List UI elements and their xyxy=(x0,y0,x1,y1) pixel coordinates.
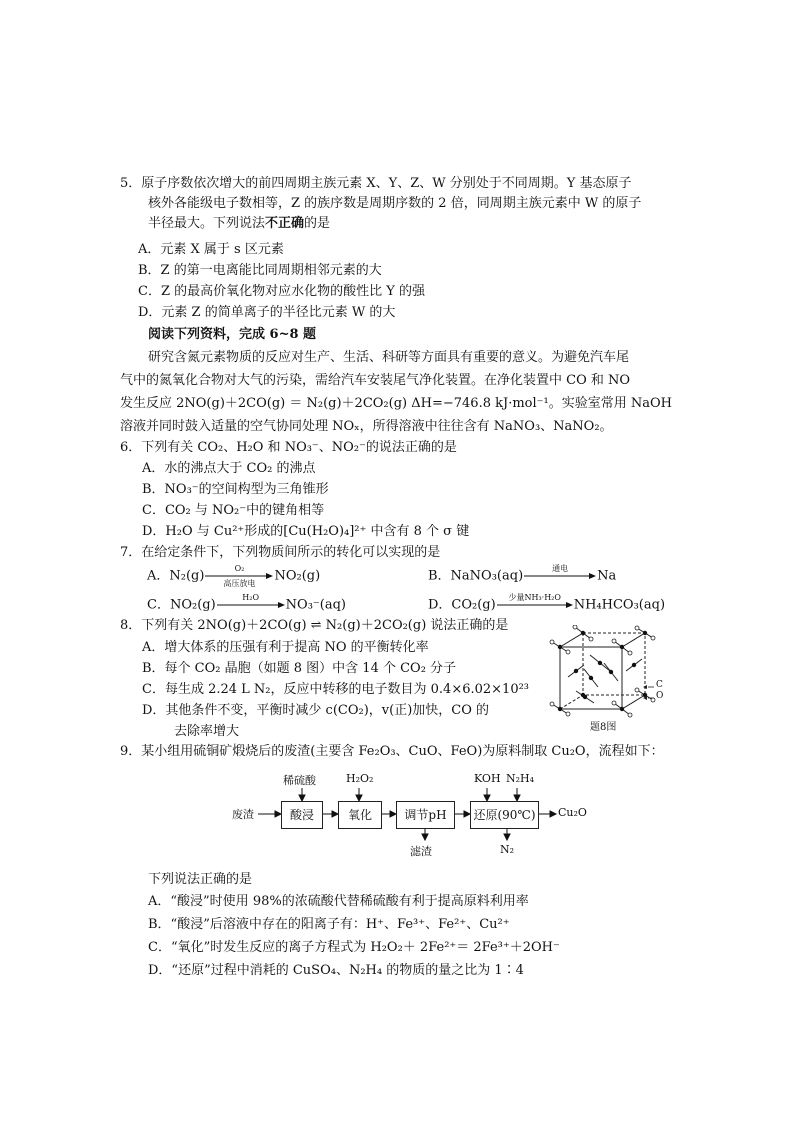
right-arrow-icon xyxy=(216,601,286,609)
q8-option-d-line1[interactable]: D．其他条件不变，平衡时减少 c(CO₂)，v(正)加快，CO 的 xyxy=(142,703,490,718)
q5-option-c[interactable]: C．Z 的最高价氧化物对应水化物的酸性比 Y 的强 xyxy=(138,284,425,299)
flow-output-filter-residue: 滤渣 xyxy=(410,845,432,858)
q7-option-a[interactable] xyxy=(147,566,320,587)
q8-stem: 8．下列有关 2NO(g)＋2CO(g) ⇌ N₂(g)＋2CO₂(g) 说法正确的是 xyxy=(120,618,509,633)
q6-stem: 6．下列有关 CO₂、H₂O 和 NO₃⁻、NO₂⁻的说法正确的是 xyxy=(120,440,457,455)
flow-step-reduction: 还原(90℃) xyxy=(470,801,539,829)
right-arrow-icon xyxy=(523,572,597,580)
q9-option-c[interactable]: C．“氧化”时发生反应的离子方程式为 H₂O₂＋ 2Fe²⁺＝ 2Fe³⁺＋2OH⁻ xyxy=(148,940,560,955)
flow-output-n2: N₂ xyxy=(500,843,515,856)
fig-caption: 题8图 xyxy=(590,722,617,733)
q7-option-b[interactable] xyxy=(428,566,616,587)
q9-option-a[interactable]: A．“酸浸”时使用 98%的浓硫酸代替稀硫酸有利于提高原料利用率 xyxy=(148,894,529,909)
q5-stem-line1: 5．原子序数依次增大的前四周期主族元素 X、Y、Z、W 分别处于不同周期。Y 基态原子 xyxy=(120,176,632,191)
q5-stem-line2: 核外各能级电子数相等，Z 的族序数是周期序数的 2 倍，同周期主族元素中 W 的原子 xyxy=(148,196,642,211)
fig-legend-carbon: C xyxy=(656,680,663,690)
q5-option-b[interactable]: B．Z 的第一电离能比同周期相邻元素的大 xyxy=(138,263,382,278)
q7-a-arrow-bottom: 高压放电 xyxy=(223,579,256,588)
q6-option-a[interactable]: A．水的沸点大于 CO₂ 的沸点 xyxy=(142,461,316,476)
q8-option-a[interactable]: A．增大体系的压强有利于提高 NO 的平衡转化率 xyxy=(142,640,429,655)
q6-option-b[interactable]: B．NO₃⁻的空间构型为三角锥形 xyxy=(142,482,329,497)
q9-option-b[interactable]: B．“酸浸”后溶液中存在的阳离子有：H⁺、Fe³⁺、Fe²⁺、Cu²⁺ xyxy=(148,917,510,932)
reading-para-line4: 溶液并同时鼓入适量的空气协同处理 NOₓ，所得溶液中往往含有 NaNO₃、NaNO₂。 xyxy=(120,419,613,434)
q7-b-arrow-top: 通电 xyxy=(552,564,569,573)
reading-para-line3: 发生反应 2NO(g)＋2CO(g) ＝ N₂(g)＋2CO₂(g) ΔH=−746.8 kJ·mol⁻¹。实验室常用 NaOH xyxy=(120,396,672,411)
q7-a-arrow-top: O₂ xyxy=(234,564,245,573)
q7-option-c[interactable] xyxy=(147,595,346,616)
q8-option-b[interactable]: B．每个 CO₂ 晶胞（如题 8 图）中含 14 个 CO₂ 分子 xyxy=(142,661,457,676)
flow-input-koh: KOH xyxy=(474,772,501,785)
q7-b-product: Na xyxy=(597,568,617,584)
q8-option-d-line2: 去除率增大 xyxy=(174,724,240,739)
q7-option-d[interactable] xyxy=(428,595,665,616)
q7-d-reactant: D．CO₂(g) xyxy=(428,597,496,613)
q7-a-arrow xyxy=(204,566,274,586)
q7-b-reactant: B．NaNO₃(aq) xyxy=(428,568,524,584)
flow-start-waste-residue: 废渣 xyxy=(232,808,254,821)
q7-a-product: NO₂(g) xyxy=(274,568,321,584)
flow-step-oxidation: 氧化 xyxy=(338,801,382,829)
q7-a-reactant: A．N₂(g) xyxy=(147,568,205,584)
q5-option-a[interactable]: A．元素 X 属于 s 区元素 xyxy=(138,242,284,257)
flow-step-acid-leach: 酸浸 xyxy=(281,801,323,829)
q5-stem-end: 的是 xyxy=(304,216,331,231)
q8-option-c[interactable]: C．每生成 2.24 L N₂，反应中转移的电子数目为 0.4×6.02×10²³ xyxy=(142,682,530,697)
q7-d-arrow-top: 少量NH₃·H₂O xyxy=(508,593,561,602)
q6-option-d[interactable]: D．H₂O 与 Cu²⁺形成的[Cu(H₂O)₄]²⁺ 中含有 8 个 σ 键 xyxy=(142,524,470,539)
flow-end-product: Cu₂O xyxy=(558,806,587,819)
flow-input-h2o2: H₂O₂ xyxy=(346,772,374,785)
q5-option-d[interactable]: D．元素 Z 的简单离子的半径比元素 W 的大 xyxy=(138,305,396,320)
q5-stem-text: 半径最大。下列说法 xyxy=(148,216,266,231)
q9-lead: 下列说法正确的是 xyxy=(148,872,253,887)
q5-emphasis-not-correct: 不正确 xyxy=(265,216,305,231)
q7-c-arrow xyxy=(216,595,286,615)
q7-stem: 7．在给定条件下，下列物质间所示的转化可以实现的是 xyxy=(120,545,441,560)
reading-heading: 阅读下列资料，完成 6~8 题 xyxy=(148,327,317,342)
q9-stem: 9．某小组用硫铜矿煅烧后的废渣(主要含 Fe₂O₃、CuO、FeO)为原料制取 Cu₂O，流程如下： xyxy=(120,744,664,759)
q9-option-d[interactable]: D．“还原”过程中消耗的 CuSO₄、N₂H₄ 的物质的量之比为 1∶4 xyxy=(148,963,524,978)
q7-c-arrow-top: H₂O xyxy=(242,593,260,602)
q7-d-arrow xyxy=(496,595,574,615)
flow-input-dilute-sulfuric-acid: 稀硫酸 xyxy=(283,774,316,787)
flow-step-adjust-ph: 调节pH xyxy=(396,801,455,829)
q7-d-product: NH₄HCO₃(aq) xyxy=(573,597,666,613)
q7-c-reactant: C．NO₂(g) xyxy=(147,597,216,613)
q7-b-arrow xyxy=(523,566,597,586)
reading-para-line2: 气中的氮氧化合物对大气的污染，需给汽车安装尾气净化装置。在净化装置中 CO 和 NO xyxy=(120,373,631,388)
q5-stem-line3 xyxy=(148,214,330,234)
fig-legend-oxygen: O xyxy=(656,691,664,701)
q7-c-product: NO₃⁻(aq) xyxy=(285,597,346,613)
reading-para-line1: 研究含氮元素物质的反应对生产、生活、科研等方面具有重要的意义。为避免汽车尾 xyxy=(148,350,630,365)
q6-option-c[interactable]: C．CO₂ 与 NO₂⁻中的键角相等 xyxy=(142,503,325,518)
flow-input-n2h4: N₂H₄ xyxy=(506,772,535,785)
right-arrow-icon xyxy=(496,601,574,609)
